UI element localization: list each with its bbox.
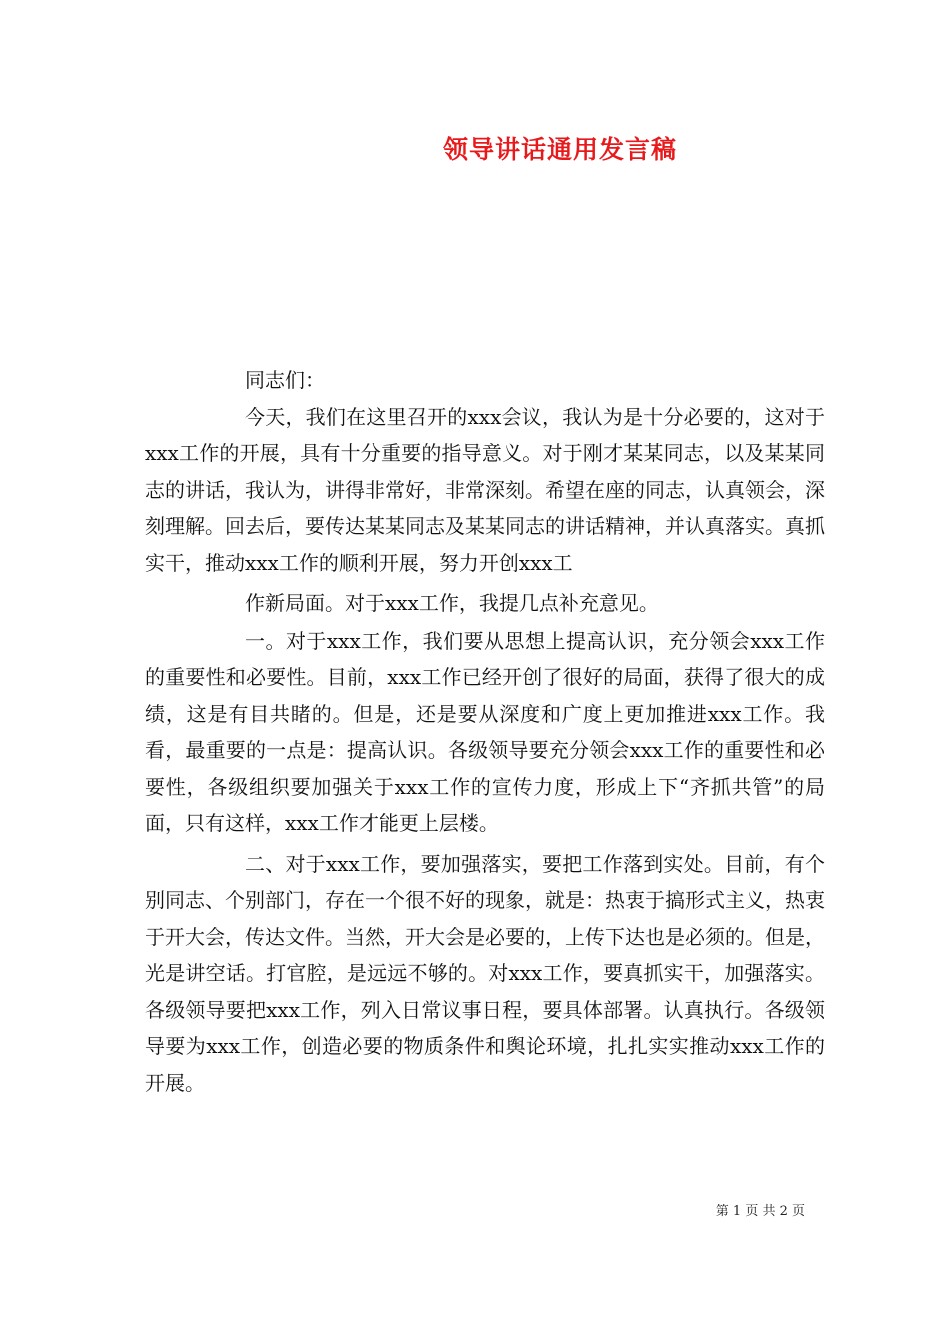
paragraph-intro: 今天，我们在这里召开的xxx会议，我认为是十分必要的，这对于xxx工作的开展，具有十分重要的指导意义。对于刚才某某同志，以及某某同志的讲话，我认为，讲得非常好，非常深刻。希望在座的同志，认真领会，深刻理解。回去后，要传达某某同志及某某同志的讲话精神，并认真落实。真抓实干，推动xxx工作的顺利开展，努力开创xxx工 bbox=[145, 404, 825, 575]
page-number-footer: 第 1 页 共 2 页 bbox=[715, 1204, 805, 1219]
salutation: 同志们： bbox=[245, 368, 325, 392]
document-body bbox=[145, 362, 825, 1101]
paragraph-point-one: 一。对于xxx工作，我们要从思想上提高认识，充分领会xxx工作的重要性和必要性。目前，xxx工作已经开创了很好的局面，获得了很大的成绩，这是有目共睹的。但是，还是要从深度和广度上更加推进xxx工作。我看，最重要的一点是：提高认识。各级领导要充分领会xxx工作的重要性和必要性，各级组织要加强关于xxx工作的宣传力度，形成上下“齐抓共管”的局面，只有这样，xxx工作才能更上层楼。 bbox=[145, 628, 825, 835]
paragraph-point-two: 二、对于xxx工作，要加强落实，要把工作落到实处。目前，有个别同志、个别部门，存在一个很不好的现象，就是：热衷于搞形式主义，热衷于开大会，传达文件。当然，开大会是必要的，上传下达也是必须的。但是，光是讲空话。打官腔，是远远不够的。对xxx工作，要真抓实干，加强落实。各级领导要把xxx工作，列入日常议事日程，要具体部署。认真执行。各级领导要为xxx工作，创造必要的物质条件和舆论环境，扎扎实实推动xxx工作的开展。 bbox=[145, 851, 825, 1095]
document-title: 领导讲话通用发言稿 bbox=[442, 135, 677, 164]
paragraph-intro-continued: 作新局面。对于xxx工作，我提几点补充意见。 bbox=[245, 591, 659, 615]
